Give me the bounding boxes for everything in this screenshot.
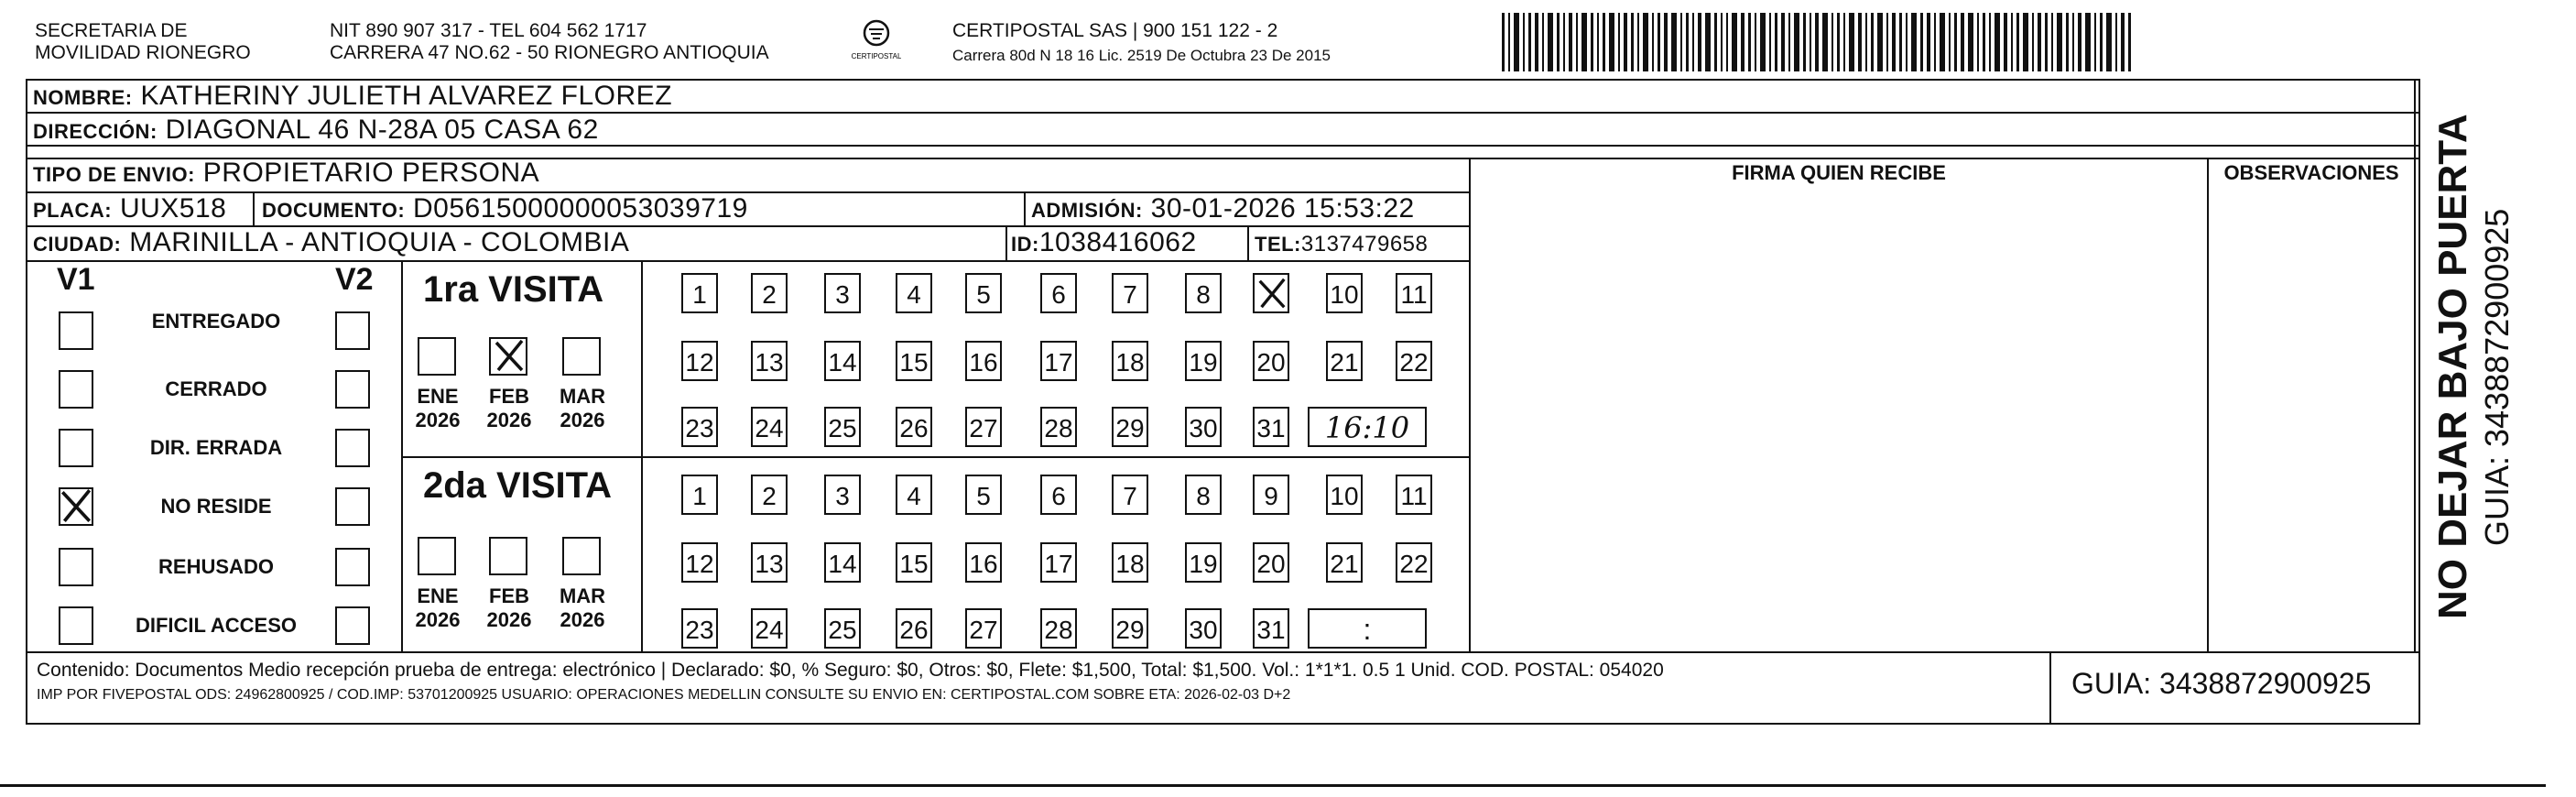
visit1-day-box[interactable]: 19: [1185, 341, 1222, 381]
visit1-day-box[interactable]: 20: [1253, 341, 1289, 381]
admission-cell: [1031, 193, 1415, 226]
tel-cell: [1255, 229, 1428, 260]
visit1-day-box[interactable]: 25: [824, 407, 861, 447]
city-cell: [33, 227, 629, 260]
month-name: ENE: [417, 584, 459, 607]
visit1-day-box[interactable]: 2: [751, 273, 788, 313]
visit2-day-box[interactable]: 25: [824, 608, 861, 649]
v2-checkbox-rehusado[interactable]: [335, 548, 370, 586]
v1-checkbox-cerrado[interactable]: [59, 370, 93, 409]
visit2-day-box[interactable]: 31: [1253, 608, 1289, 649]
visit1-title: 1ra VISITA: [423, 269, 604, 310]
visit2-month-label: [555, 584, 610, 632]
no-dejar-bajo-puerta: NO DEJAR BAJO PUERTA: [2430, 114, 2475, 619]
v2-checkbox-cerrado[interactable]: [335, 370, 370, 409]
visit2-day-box[interactable]: 15: [896, 542, 932, 583]
visit2-day-box[interactable]: 24: [751, 608, 788, 649]
id-label: ID:: [1011, 233, 1039, 256]
visit2-day-box[interactable]: 27: [965, 608, 1002, 649]
month-year: 2026: [560, 409, 605, 431]
reason-label: REHUSADO: [158, 555, 274, 578]
visit1-day-box[interactable]: 18: [1112, 341, 1148, 381]
nit-line2: CARRERA 47 NO.62 - 50 RIONEGRO ANTIOQUIA: [330, 42, 769, 63]
signature-column-header: FIRMA QUIEN RECIBE: [1732, 161, 1946, 184]
visit1-day-box[interactable]: 27: [965, 407, 1002, 447]
visit2-day-box[interactable]: 10: [1326, 475, 1363, 515]
visit2-day-box[interactable]: 21: [1326, 542, 1363, 583]
visit2-day-box[interactable]: 4: [896, 475, 932, 515]
visit1-day-box[interactable]: 13: [751, 341, 788, 381]
reason-label: DIFICIL ACCESO: [135, 614, 297, 637]
document-cell: [262, 193, 748, 226]
visit1-day-box[interactable]: 17: [1040, 341, 1077, 381]
visit1-day-box[interactable]: 14: [824, 341, 861, 381]
plate-value: UUX518: [119, 193, 227, 224]
plate-cell: [33, 193, 226, 226]
side-guia: GUIA: 3438872900925: [2478, 208, 2516, 546]
month-name: FEB: [489, 385, 529, 408]
id-value: 1038416062: [1038, 227, 1197, 257]
visit2-month-checkbox[interactable]: [562, 537, 601, 575]
month-year: 2026: [486, 608, 532, 631]
logo-text: CERTIPOSTAL: [852, 52, 901, 60]
visit2-day-box[interactable]: 11: [1396, 475, 1432, 515]
v1-checkbox-dificil-acceso[interactable]: [59, 606, 93, 645]
admission-value: 30-01-2026 15:53:22: [1150, 193, 1415, 224]
visit1-day-box[interactable]: 1: [681, 273, 718, 313]
reason-label: ENTREGADO: [151, 310, 281, 333]
visit1-day-box[interactable]: 6: [1040, 273, 1077, 313]
v2-checkbox-dir-errada[interactable]: [335, 429, 370, 467]
v1-checkbox-dir-errada[interactable]: [59, 429, 93, 467]
visit2-month-checkbox[interactable]: [418, 537, 456, 575]
id-cell: [1011, 227, 1197, 260]
v2-checkbox-dificil-acceso[interactable]: [335, 606, 370, 645]
recipient-name: KATHERINY JULIETH ALVAREZ FLOREZ: [140, 81, 673, 111]
reason-label: CERRADO: [165, 377, 267, 400]
visit2-day-box[interactable]: 14: [824, 542, 861, 583]
month-name: MAR: [559, 584, 606, 607]
visit1-day-box[interactable]: 8: [1185, 273, 1222, 313]
visit1-day-box[interactable]: 23: [681, 407, 718, 447]
visit1-month-label: [482, 385, 537, 432]
v1-check-mark: [57, 484, 95, 528]
visit2-day-box[interactable]: 8: [1185, 475, 1222, 515]
address-row: [33, 115, 599, 147]
visit2-day-box[interactable]: 28: [1040, 608, 1077, 649]
visit1-month-check-mark: [491, 335, 527, 376]
name-label: NOMBRE:: [33, 86, 133, 109]
visit1-day-box[interactable]: 15: [896, 341, 932, 381]
v2-checkbox-entregado[interactable]: [335, 311, 370, 350]
month-year: 2026: [415, 608, 461, 631]
month-name: FEB: [489, 584, 529, 607]
visit2-day-box[interactable]: 13: [751, 542, 788, 583]
visit1-day-box[interactable]: 12: [681, 341, 718, 381]
certipostal-logo: [852, 18, 901, 62]
shipment-type: PROPIETARIO PERSONA: [202, 158, 540, 188]
document-label: DOCUMENTO:: [262, 199, 406, 222]
month-year: 2026: [415, 409, 461, 431]
barcode: [1502, 13, 2234, 71]
visit2-day-box[interactable]: 16: [965, 542, 1002, 583]
month-year: 2026: [486, 409, 532, 431]
visit1-day-box[interactable]: 10: [1326, 273, 1363, 313]
visit2-day-box[interactable]: 29: [1112, 608, 1148, 649]
admission-label: ADMISIÓN:: [1031, 199, 1143, 222]
visit1-month-checkbox[interactable]: [562, 337, 601, 376]
visit1-day-box[interactable]: 31: [1253, 407, 1289, 447]
document-value: D05615000000053039719: [413, 193, 748, 224]
v1-checkbox-rehusado[interactable]: [59, 548, 93, 586]
visit1-day-check-mark: [1255, 275, 1289, 311]
visit1-day-box[interactable]: 22: [1396, 341, 1432, 381]
reason-label: DIR. ERRADA: [149, 436, 283, 459]
reason-label: NO RESIDE: [160, 495, 272, 518]
v2-label: V2: [335, 262, 374, 297]
city-value: MARINILLA - ANTIOQUIA - COLOMBIA: [129, 227, 630, 257]
company-line1: CERTIPOSTAL SAS | 900 151 122 - 2: [952, 20, 1278, 41]
footer-guia: GUIA: 3438872900925: [2071, 667, 2372, 700]
visit2-day-box[interactable]: 3: [824, 475, 861, 515]
org-name-line1: SECRETARIA DE: [35, 20, 188, 41]
type-label: TIPO DE ENVIO:: [33, 163, 195, 186]
visit2-day-box[interactable]: 17: [1040, 542, 1077, 583]
visit2-day-box[interactable]: 7: [1112, 475, 1148, 515]
nit-line1: NIT 890 907 317 - TEL 604 562 1717: [330, 20, 647, 41]
page-edge-line: [0, 784, 2546, 787]
visit1-day-box[interactable]: 24: [751, 407, 788, 447]
visit2-day-box[interactable]: 5: [965, 475, 1002, 515]
visit2-day-box[interactable]: 18: [1112, 542, 1148, 583]
visit2-day-box[interactable]: 26: [896, 608, 932, 649]
visit1-day-box[interactable]: 11: [1396, 273, 1432, 313]
visit1-day-box[interactable]: 5: [965, 273, 1002, 313]
visit2-time-box[interactable]: :: [1308, 608, 1427, 649]
visit1-day-box[interactable]: 30: [1185, 407, 1222, 447]
visit1-day-box[interactable]: 29: [1112, 407, 1148, 447]
type-row: [33, 158, 539, 191]
visit2-day-box[interactable]: 12: [681, 542, 718, 583]
visit1-day-box[interactable]: 16: [965, 341, 1002, 381]
month-name: MAR: [559, 385, 606, 408]
visit1-day-box[interactable]: 7: [1112, 273, 1148, 313]
footer-contents: Contenido: Documentos Medio recepción prueba de entrega: electrónico | Declarado: $0, % Seguro: $0, Otros: $0, Flete: $1,500, Total: $1,500. Vol.: 1*1*1. 0.5 1 Unid. COD. POSTAL: 054020: [37, 660, 1664, 681]
plate-label: PLACA:: [33, 199, 113, 222]
company-line2: Carrera 80d N 18 16 Lic. 2519 De Octubra 23 De 2015: [952, 47, 1331, 64]
visit2-month-label: [482, 584, 537, 632]
city-label: CIUDAD:: [33, 233, 122, 256]
v1-checkbox-entregado[interactable]: [59, 311, 93, 350]
visit2-day-box[interactable]: 2: [751, 475, 788, 515]
visit2-day-box[interactable]: 1: [681, 475, 718, 515]
visit1-day-box[interactable]: 3: [824, 273, 861, 313]
tel-label: TEL:: [1255, 233, 1301, 256]
visit2-month-checkbox[interactable]: [489, 537, 527, 575]
visit1-day-box[interactable]: 26: [896, 407, 932, 447]
v2-checkbox-no-reside[interactable]: [335, 487, 370, 526]
footer-imp: IMP POR FIVEPOSTAL ODS: 24962800925 / COD.IMP: 53701200925 USUARIO: OPERACIONES MEDELLIN CONSULTE SU ENVIO EN: CERTIPOSTAL.COM SOBRE ETA: 2026-02-03 D+2: [37, 687, 1291, 703]
org-name-line2: MOVILIDAD RIONEGRO: [35, 42, 251, 63]
visit2-day-box[interactable]: 23: [681, 608, 718, 649]
v1-label: V1: [57, 262, 95, 297]
month-year: 2026: [560, 608, 605, 631]
visit1-month-label: [410, 385, 465, 432]
visit2-day-box[interactable]: 6: [1040, 475, 1077, 515]
name-row: [33, 81, 672, 114]
visit1-day-box[interactable]: 21: [1326, 341, 1363, 381]
visit2-day-box[interactable]: 20: [1253, 542, 1289, 583]
visit2-day-box[interactable]: 19: [1185, 542, 1222, 583]
visit2-month-label: [410, 584, 465, 632]
observations-column-header: OBSERVACIONES: [2223, 161, 2399, 184]
visit1-month-label: [555, 385, 610, 432]
visit2-day-box[interactable]: 9: [1253, 475, 1289, 515]
visit2-day-box[interactable]: 22: [1396, 542, 1432, 583]
visit1-day-box[interactable]: 28: [1040, 407, 1077, 447]
visit1-day-box[interactable]: 4: [896, 273, 932, 313]
visit2-title: 2da VISITA: [423, 465, 612, 506]
address-label: DIRECCIÓN:: [33, 120, 158, 143]
visit2-day-box[interactable]: 30: [1185, 608, 1222, 649]
recipient-address: DIAGONAL 46 N-28A 05 CASA 62: [165, 115, 599, 145]
month-name: ENE: [417, 385, 459, 408]
tel-value: 3137479658: [1300, 232, 1429, 257]
visit1-time-box[interactable]: 16:10: [1308, 407, 1427, 447]
visit1-month-checkbox[interactable]: [418, 337, 456, 376]
